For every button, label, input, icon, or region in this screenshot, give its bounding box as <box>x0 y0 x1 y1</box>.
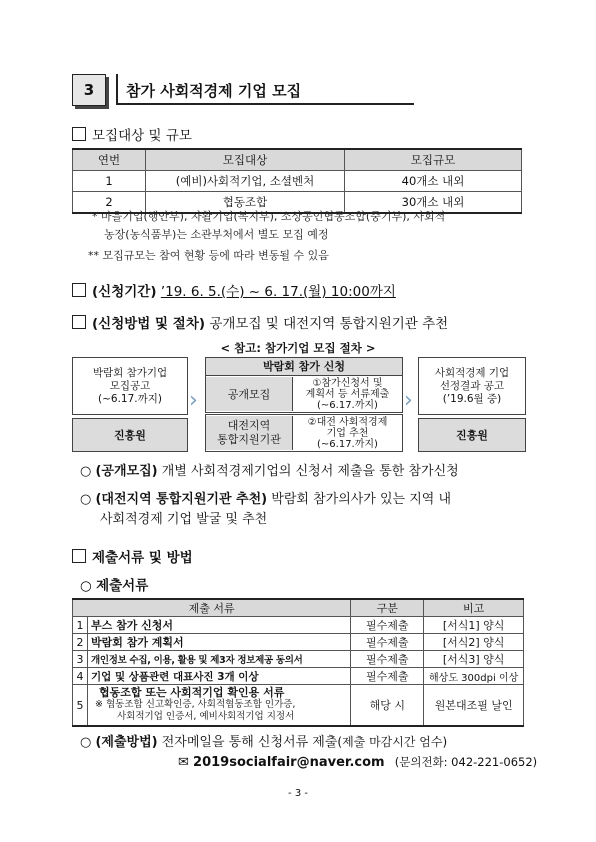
table-row <box>73 634 524 651</box>
flow-text: 계획서 등 서류제출 <box>305 388 390 400</box>
method-value: 공개모집 및 대전지역 통합지원기관 추천 <box>209 316 449 332</box>
cell-target: 협동조합 <box>146 192 345 214</box>
cell-name: 개인정보 수집, 이용, 활용 및 제3자 정보제공 동의서 <box>88 651 351 668</box>
note-2 <box>88 247 329 265</box>
cell-type: 해당 시 <box>351 685 424 727</box>
cell-type: 필수제출 <box>351 634 424 651</box>
flow-text: (~6.17.까지) <box>98 392 162 405</box>
row5-name: 협동조합 또는 사회적기업 확인용 서류 <box>99 686 285 699</box>
row5-sub1: ※ 협동조합 신고확인증, 사회적협동조합 인가증, <box>95 699 296 710</box>
cell-name <box>88 685 351 727</box>
docs-heading-text: 제출서류 및 방법 <box>92 550 193 566</box>
cell-name: 박람회 참가 계획서 <box>88 634 351 651</box>
flow-text: 대전지역 <box>227 419 271 432</box>
note-mark: * <box>92 210 98 223</box>
flow-region-label <box>206 416 293 450</box>
cell-no: 5 <box>73 685 88 727</box>
circle-bullet-icon: ○ <box>80 492 92 507</box>
table-row <box>73 171 522 192</box>
flow-text: ②대전 사회적경제 <box>307 416 388 428</box>
col-header: 비고 <box>424 599 524 617</box>
cell-remark: [서식2] 양식 <box>424 634 524 651</box>
docs-subheading-text: 제출서류 <box>96 578 149 594</box>
cell-size: 30개소 내외 <box>345 192 522 214</box>
col-header: 구분 <box>351 599 424 617</box>
flow-region-row <box>205 414 403 452</box>
cell-remark: 원본대조필 날인 <box>424 685 524 727</box>
cell-size: 40개소 내외 <box>345 171 522 192</box>
envelope-icon: ✉ <box>178 755 189 770</box>
flow-text: 모집공고 <box>109 379 151 392</box>
flow-center-header: 박람회 참가 신청 <box>205 357 403 376</box>
cell-no: 1 <box>73 617 88 634</box>
flow-text: (~6.17.까지) <box>317 438 378 450</box>
flow-arrow-icon: › <box>404 388 413 413</box>
cell-no: 1 <box>73 171 146 192</box>
recruit-heading <box>72 124 192 144</box>
circle-bullet-icon: ○ <box>80 735 92 750</box>
email-link[interactable]: 2019socialfair@naver.com <box>193 755 385 770</box>
table-header-row <box>73 599 524 617</box>
section-number: 3 <box>83 81 95 99</box>
table-row <box>73 668 524 685</box>
flow-right-top <box>418 357 526 415</box>
flow-text: (’19.6월 중) <box>442 392 502 405</box>
checkbox-square-icon <box>72 127 86 141</box>
circle-bullet-icon: ○ <box>80 464 92 479</box>
col-header: 연번 <box>73 149 146 171</box>
note-mark: ** <box>88 249 99 262</box>
period-value: ’19. 6. 5.(수) ~ 6. 17.(월) 10:00까지 <box>160 284 396 300</box>
note-1 <box>92 208 445 244</box>
table-row <box>73 651 524 668</box>
flow-left-bottom: 진흥원 <box>72 418 188 452</box>
method-line <box>72 312 448 332</box>
table-row <box>73 617 524 634</box>
flow-text: 사회적경제 기업 <box>434 366 510 379</box>
bullet-region-label: (대전지역 통합지원기관 추천) <box>95 492 268 507</box>
table-header-row <box>73 149 522 171</box>
cell-no: 2 <box>73 634 88 651</box>
docs-subheading <box>80 574 148 594</box>
method-label: (신청방법 및 절차) <box>92 316 206 332</box>
flow-text: ①참가신청서 및 <box>312 377 383 389</box>
table-row <box>73 685 524 727</box>
checkbox-square-icon <box>72 283 86 297</box>
bullet-region-text1: 박람회 참가의사가 있는 지역 내 <box>271 492 452 507</box>
circle-bullet-icon: ○ <box>80 578 92 594</box>
recruit-table <box>72 148 522 214</box>
col-header: 제출 서류 <box>73 599 351 617</box>
flow-title: < 참고: 참가기업 모집 절차 > <box>220 341 376 355</box>
cell-no: 2 <box>73 192 146 214</box>
submit-method <box>80 732 447 753</box>
note-2-text: 모집규모는 참여 현황 등에 따라 변동될 수 있음 <box>102 249 329 262</box>
bullet-region <box>80 490 451 530</box>
contact-line <box>178 754 537 770</box>
cell-name: 부스 참가 신청서 <box>88 617 351 634</box>
submit-label: (제출방법) <box>95 735 158 750</box>
flow-open-desc <box>293 378 402 411</box>
section-number-box <box>72 74 106 106</box>
flow-left-top <box>72 357 188 415</box>
section-divider <box>116 74 118 105</box>
cell-remark: [서식3] 양식 <box>424 651 524 668</box>
flow-right-bottom: 진흥원 <box>418 418 526 452</box>
flow-text: 박람회 참가기업 <box>92 366 168 379</box>
cell-type: 필수제출 <box>351 668 424 685</box>
flow-text: (~6.17.까지) <box>317 399 378 411</box>
col-header: 모집대상 <box>146 149 345 171</box>
flow-text: 선정결과 공고 <box>439 379 505 392</box>
section-underline <box>116 103 414 105</box>
cell-type: 필수제출 <box>351 651 424 668</box>
cell-remark: [서식1] 양식 <box>424 617 524 634</box>
bullet-open <box>80 462 459 482</box>
flow-arrow-icon: › <box>189 388 198 413</box>
recruit-heading-text: 모집대상 및 규모 <box>92 128 192 144</box>
flow-open-label: 공개모집 <box>206 377 293 411</box>
cell-no: 3 <box>73 651 88 668</box>
note-1-line2: 농장(농식품부)는 소관부처에서 별도 모집 예정 <box>104 228 329 241</box>
submit-note: (제출 마감시간 엄수) <box>337 735 448 749</box>
cell-target: (예비)사회적기업, 소셜벤처 <box>146 171 345 192</box>
submit-text: 전자메일을 통해 신청서류 제출 <box>161 735 338 750</box>
cell-type: 필수제출 <box>351 617 424 634</box>
cell-no: 4 <box>73 668 88 685</box>
col-header: 모집규모 <box>345 149 522 171</box>
docs-table <box>72 598 524 727</box>
docs-heading <box>72 546 193 566</box>
flow-region-desc <box>293 417 402 450</box>
contact-phone: (문의전화: 042-221-0652) <box>394 755 538 769</box>
page-number: - 3 - <box>288 788 308 799</box>
flow-text: 통합지원기관 <box>217 433 281 446</box>
note-1-line1: 마을기업(행안부), 자활기업(복지부), 소상공인협동조합(중기부), 사회적 <box>101 210 446 223</box>
checkbox-square-icon <box>72 315 86 329</box>
period-line <box>72 280 396 300</box>
period-label: (신청기간) <box>92 284 157 300</box>
section-title: 참가 사회적경제 기업 모집 <box>126 82 302 100</box>
flow-open-row <box>205 375 403 413</box>
bullet-region-text2: 사회적경제 기업 발굴 및 추천 <box>100 512 268 527</box>
bullet-open-label: (공개모집) <box>95 464 158 479</box>
flow-text: 기업 추천 <box>326 427 369 439</box>
cell-name: 기업 및 상품관련 대표사진 3개 이상 <box>88 668 351 685</box>
bullet-open-text: 개별 사회적경제기업의 신청서 제출을 통한 참가신청 <box>161 464 459 479</box>
checkbox-square-icon <box>72 549 86 563</box>
row5-sub2: 사회적기업 인증서, 예비사회적기업 지정서 <box>117 711 295 722</box>
cell-remark: 해상도 300dpi 이상 <box>424 668 524 685</box>
